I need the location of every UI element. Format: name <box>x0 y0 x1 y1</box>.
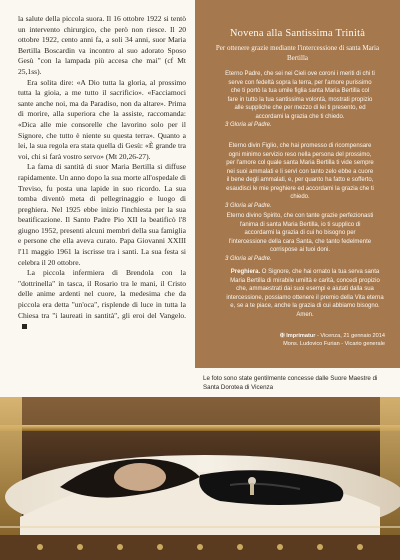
glory-be: 3 Gloria al Padre. <box>225 122 272 128</box>
article-column <box>18 14 186 332</box>
article-paragraph: Era solita dire: «A Dio tutta la gloria, al prossimo tutta la gioia, a me tutto il sacrificio». «Facciamoci sante anche noi, ma da Paradiso, non da altare». Prima di morire, alla superiora che la assiste, raccomanda: «Dica alle mie consorelle che lavorino solo per il Signore, che tutto è niente su questa terra». Quanto a lei, la sua regola era stata quella di Gesù: «È grande tra voi, chi si farà vostro servo» (Mt 20,26-27). <box>18 77 186 161</box>
closing-prayer <box>225 268 385 320</box>
novena-title: Novena alla Santissima Trinità <box>229 28 366 39</box>
article-paragraph-last <box>18 268 186 332</box>
closing-prayer-label: Preghiera. <box>230 269 261 275</box>
imprimatur <box>225 332 385 349</box>
prayer-text: Eterno divin Figlio, che hai promesso di ricompensare ogni minimo servizio reso nella persona del prossimo, per l'amore col quale santa Maria Bertilla ti vide sempre nei suoi ammalati e li servì con tanto zelo ebbe a cuore il bene degli ammalati, e, per quanto ha fatto e sofferto, esaudisci le mie preghiere ed accordami la grazia che ti chiedo. <box>226 143 374 200</box>
imprimatur-signer: Mons. Ludovico Furian - Vicario generale <box>283 341 385 348</box>
article-paragraph: La fama di santità di suor Maria Bertilla si diffuse rapidamente. Un anno dopo la sua morte all'ospedale di Treviso, fu posta una lapide in suo ricordo. La sua tomba diventò meta di pellegrinaggio e luogo di preghiera. Nel 1925 ebbe inizio l'inchiesta per la sua beatificazione. Il Santo Padre Pio XII la beatificò l'8 giugno 1952, presenti alcuni membri della sua famiglia e persone che ella aveva curato. Papa Giovanni XXIII l'11 maggio 1961 la iscrisse tra i santi. La sua festa si celebra il 20 ottobre. <box>18 162 186 267</box>
novena-panel <box>195 0 400 368</box>
imprimatur-place-date: - Vicenza, 21 gennaio 2014 <box>315 333 385 339</box>
closing-prayer-text: O Signore, che hai ornato la tua serva santa Maria Bertilla di mirabile umiltà e carità, concedi propizio che, ammaestrati dai suoi esempi e aiutati dalla sua intercessione, possiamo ottenere il premio della Vita eterna e, se a te piace, anche la grazia di cui abbiamo bisogno. Amen. <box>226 269 384 318</box>
end-mark-icon <box>22 324 27 329</box>
photo-image <box>0 397 400 560</box>
glory-be: 3 Gloria al Padre. <box>225 202 272 209</box>
prayer-text: Eterno Padre, che sei nei Cieli ove coroni i meriti di chi ti serve con fedeltà sopra la terra, per l'amore purissimo che ti portò la tua umile figlia santa Maria Bertilla col fare in tutto la tua santissima volontà, mostrati propizio alle suppliche che per mezzo di lei ti presento, ed accordami la grazia che ti chiedo. <box>225 71 375 120</box>
prayer-text: Eterno divino Spirito, che con tante grazie perfezionasti l'anima di santa Maria Bertilla, io ti supplico di accordarmi la grazia di cui ho bisogno per l'intercessione della cara Santa, che tanto fedelmente corrispose ai tuoi doni. <box>226 213 374 253</box>
photo-credit: Le foto sono state gentilmente concesse dalle Suore Maestre di Santa Dorotea di Vicenza <box>203 375 378 391</box>
prayer-spirit <box>225 212 375 263</box>
article-paragraph-text: La piccola infermiera di Brendola con la "dottrinella" in tasca, il Rosario tra le mani, il Cristo delle anime ardenti nel cuore, la medesima che da piccola era detta "un'oca", risplende di luce in tutta la Chiesa tra "i laureati in santità", gli eroi del Vangelo. <box>18 268 186 320</box>
imprimatur-label: ✠ Imprimatur <box>279 333 316 339</box>
novena-subtitle: Per ottenere grazie mediante l'intercessione di santa Maria Bertilla <box>215 44 380 62</box>
prayer-son <box>225 142 375 210</box>
prayer-father <box>225 70 375 130</box>
article-paragraph: la salute della piccola suora. Il 16 ottobre 1922 si tentò un intervento chirurgico, che però non riesce. Il 20 ottobre 1922, cento anni fa, a soli 34 anni, suor Maria Bertilla Boscardin va incontro al suo adorato Sposo Gesù "con la lampada più accesa che mai" (cf Mt 25,1ss). <box>18 14 186 76</box>
saint-photograph <box>0 397 400 560</box>
glory-be: 3 Gloria al Padre. <box>225 255 272 262</box>
